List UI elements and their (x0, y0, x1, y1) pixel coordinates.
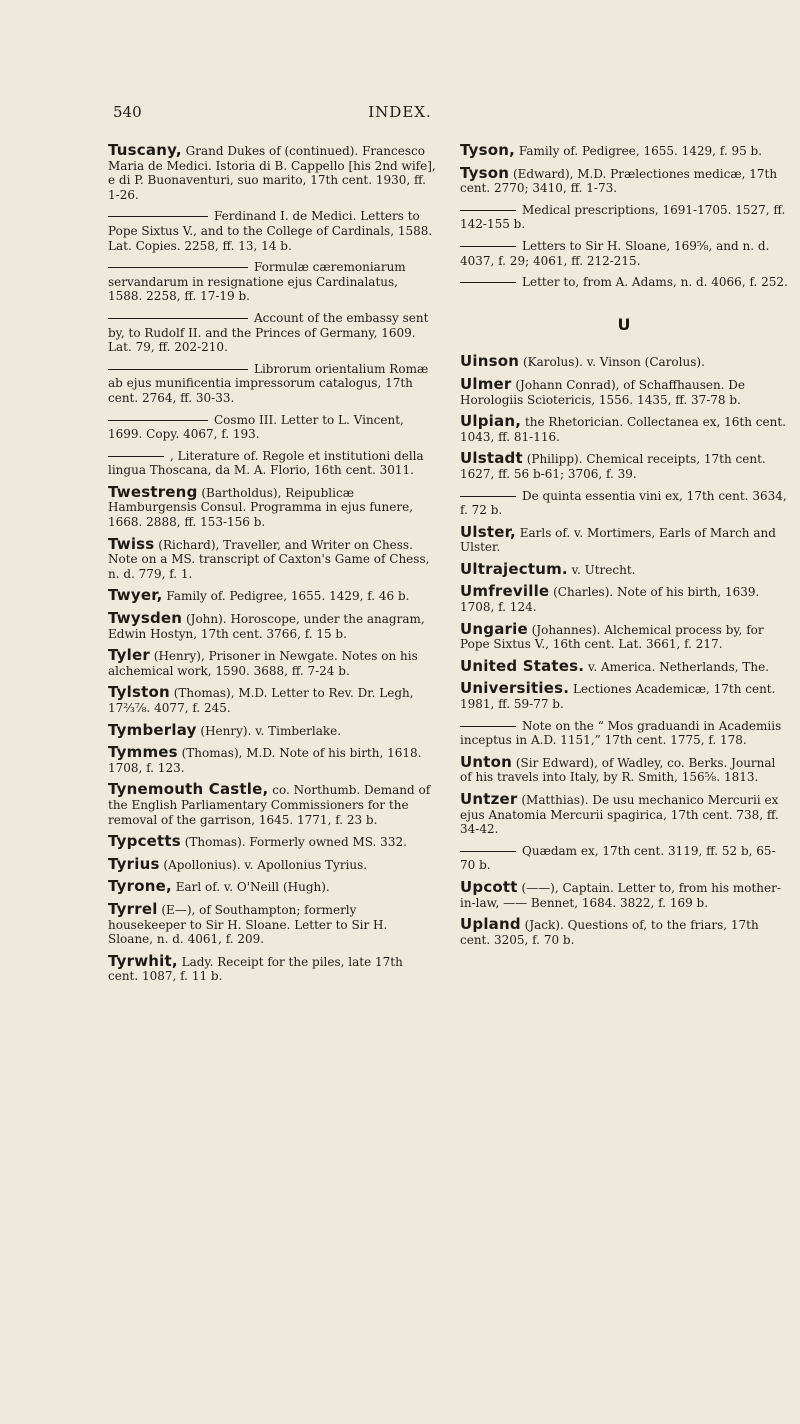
entry-text: Letters to Sir H. Sloane, 169⅝, and n. d. 4037, f. 29; 4061, ff. 212-215. (460, 238, 770, 268)
index-entry (460, 619, 788, 652)
entry-headword: Tymmes (108, 743, 178, 762)
repeat-dash (108, 318, 248, 319)
index-entry (460, 752, 788, 785)
index-entry (460, 792, 788, 837)
entry-headword: Tyrwhit, (108, 951, 178, 970)
index-entry (460, 719, 788, 748)
index-entry (460, 451, 788, 481)
entry-headword: Typcetts (108, 832, 181, 851)
index-entry (108, 449, 436, 478)
entry-text: Earl of. v. O'Neill (Hugh). (175, 880, 330, 895)
index-entry (460, 656, 788, 675)
index-entry (460, 681, 788, 711)
index-entry (108, 899, 436, 947)
entry-text: Ferdinand I. de Medici. Letters to Pope Sixtus V., and to the College of Cardinals, 1588. Lat. Copies. 2258, ff. 13, 14 b. (108, 209, 433, 253)
right-column-bottom-entries (460, 354, 788, 947)
index-entry (460, 844, 788, 873)
entry-text: co. Northumb. Demand of the English Parliamentary Commissioners for the removal of the garrison, 1645. 1771, f. 23 b. (108, 783, 431, 827)
entry-text: Family of. Pedigree, 1655. 1429, f. 95 b. (518, 144, 763, 158)
entry-text: Medical prescriptions, 1691-1705. 1527, ff. 142-155 b. (460, 202, 786, 232)
entry-text: (Sir Edward), of Wadley, co. Berks. Journal of his travels into Italy, by R. Smith, 156⅝. 1813. (460, 755, 776, 785)
entry-headword: Universities. (460, 679, 570, 698)
entry-text: Grand Dukes of (continued). Francesco Maria de Medici. Istoria di B. Cappello [his 2nd wife], e di P. Buonaventuri, suo marito, 17th cent. 1930, ff. 1-26. (108, 144, 436, 202)
index-entry (460, 414, 788, 444)
entry-text: De quinta essentia vini ex, 17th cent. 3634, f. 72 b. (460, 488, 787, 518)
entry-headword: Ulster, (460, 522, 516, 541)
index-entry (460, 275, 788, 290)
entry-headword: Tyrrel (108, 899, 158, 918)
index-entry (108, 260, 436, 304)
index-entry (108, 879, 436, 895)
entry-text: v. Utrecht. (571, 562, 636, 577)
entry-text: the Rhetorician. Collectanea ex, 16th cent. 1043, ff. 81-116. (460, 415, 786, 444)
entry-headword: Ultrajectum. (460, 559, 568, 578)
entry-text: (Karolus). v. Vinson (Carolus). (522, 355, 705, 370)
index-entry (108, 951, 436, 984)
entry-headword: Unton (460, 752, 513, 771)
entry-headword: Ulpian, (460, 412, 522, 431)
entry-headword: Twestreng (108, 482, 198, 501)
entry-headword: Tyler (108, 646, 150, 665)
entry-text: v. America. Netherlands, The. (588, 659, 770, 674)
entry-text: (Bartholdus), Reipublicæ Hamburgensis Consul. Programma in ejus funere, 1668. 2888, ff. 153-156 b. (108, 485, 414, 530)
index-entry (108, 648, 436, 678)
entry-headword: Tylston (108, 683, 170, 702)
entry-text: (——), Captain. Letter to, from his mother-in-law, —— Bennet, 1684. 3822, f. 169 b. (460, 880, 781, 910)
index-entry (108, 685, 436, 715)
entry-headword: Tyson (460, 163, 510, 182)
entry-headword: Umfreville (460, 582, 550, 601)
index-entry (108, 745, 436, 775)
index-entry (460, 354, 788, 370)
repeat-dash (108, 267, 248, 268)
index-entry (108, 854, 436, 873)
right-column-top-entries (460, 143, 788, 290)
entry-text: Lady. Receipt for the piles, late 17th cent. 1087, f. 11 b. (108, 954, 403, 984)
entry-headword: Uinson (460, 352, 520, 371)
entry-text: Note on the “ Mos graduandi in Academiis inceptus in A.D. 1151,” 17th cent. 1775, f. 178. (460, 718, 782, 748)
index-entry (108, 834, 436, 850)
repeat-dash (108, 369, 248, 370)
index-entry (108, 311, 436, 355)
entry-text: Cosmo III. Letter to L. Vincent, 1699. Copy. 4067, f. 193. (108, 412, 404, 442)
index-entry (460, 877, 788, 910)
index-entry (460, 203, 788, 232)
index-entry (108, 588, 436, 604)
entry-text: (Johann Conrad), of Schaffhausen. De Horologiis Sciotericis, 1556. 1435, ff. 37-78 b. (460, 377, 746, 407)
repeat-dash (460, 210, 516, 211)
entry-text: Letter to, from A. Adams, n. d. 4066, f. 252. (522, 275, 788, 290)
index-entry (108, 534, 436, 582)
index-entry (460, 143, 788, 159)
entry-text: (Henry), Prisoner in Newgate. Notes on his alchemical work, 1590. 3688, ff. 7-24 b. (108, 649, 418, 678)
entry-text: Librorum orientalium Romæ ab ejus munificentia impressorum catalogus, 17th cent. 2764, ff. 30-33. (108, 361, 429, 405)
index-entry (108, 782, 436, 827)
entry-text: (Charles). Note of his birth, 1639. 1708, f. 124. (460, 585, 760, 615)
page-number: 540 (113, 103, 142, 121)
entry-headword: Twyer, (108, 586, 163, 605)
running-head: INDEX. (368, 103, 432, 121)
entry-text: Account of the embassy sent by, to Rudolf II. and the Princes of Germany, 1609. Lat. 79, ff. 202-210. (108, 310, 429, 355)
entry-text: Family of. Pedigree, 1655. 1429, f. 46 b. (166, 589, 410, 604)
left-column (108, 143, 436, 991)
entry-headword: Ulstadt (460, 449, 523, 468)
index-entry (108, 413, 436, 442)
entry-headword: Tuscany, (108, 141, 182, 159)
index-entry (460, 917, 788, 947)
entry-text: (E—), of Southampton; formerly housekeeper to Sir H. Sloane. Letter to Sir H. Sloane, n. d. 4061, f. 209. (108, 902, 388, 947)
repeat-dash (108, 216, 208, 217)
repeat-dash (108, 456, 164, 457)
index-entry (108, 362, 436, 406)
index-entry (460, 559, 788, 578)
right-column (460, 143, 788, 954)
repeat-dash (460, 496, 516, 497)
repeat-dash (108, 420, 208, 421)
entry-text: (Thomas), M.D. Note of his birth, 1618. 1708, f. 123. (108, 746, 422, 775)
entry-text: (Henry). v. Timberlake. (200, 723, 342, 738)
entry-headword: Tyrius (108, 854, 160, 873)
repeat-dash (460, 282, 516, 283)
entry-text: (Philipp). Chemical receipts, 17th cent. 1627, ff. 56 b-61; 3706, f. 39. (460, 452, 766, 481)
entry-headword: Tymberlay (108, 720, 197, 739)
entry-text: Formulæ cæremoniarum servandarum in resignatione ejus Cardinalatus, 1588. 2258, ff. 17-19 b. (108, 260, 406, 304)
entry-text: (Johannes). Alchemical process by, for Pope Sixtus V., 16th cent. Lat. 3661, f. 217. (460, 622, 764, 652)
entry-headword: United States. (460, 656, 585, 675)
entry-headword: Upcott (460, 877, 518, 896)
entry-text: Lectiones Academicæ, 17th cent. 1981, ff. 59-77 b. (460, 682, 776, 712)
section-letter: U (617, 314, 631, 334)
index-entry (460, 584, 788, 614)
entry-text: (Richard), Traveller, and Writer on Chess. Note on a MS. transcript of Caxton's Game of Chess, n. d. 779, f. 1. (108, 537, 430, 581)
entry-headword: Twysden (108, 609, 183, 628)
entry-headword: Twiss (108, 534, 155, 553)
repeat-dash (460, 851, 516, 852)
entry-text: (Jack). Questions of, to the friars, 17th cent. 3205, f. 70 b. (460, 918, 759, 947)
index-entry (108, 611, 436, 641)
entry-headword: Tynemouth Castle, (108, 780, 269, 799)
entry-headword: Untzer (460, 790, 518, 808)
index-entry (108, 720, 436, 739)
entry-headword: Upland (460, 915, 521, 934)
repeat-dash (460, 246, 516, 247)
entry-text: Earls of. v. Mortimers, Earls of March and Ulster. (460, 525, 776, 555)
entry-headword: Tyson, (460, 141, 516, 159)
index-entry (460, 374, 788, 407)
index-entry (108, 209, 436, 253)
entry-text: (Matthias). De usu mechanico Mercurii ex ejus Anatomia Mercurii spagirica, 17th cent. 738, ff. 34-42. (460, 793, 779, 837)
index-entry (460, 489, 788, 518)
entry-text: (John). Horoscope, under the anagram, Edwin Hostyn, 17th cent. 3766, f. 15 b. (108, 612, 425, 641)
entry-headword: Ulmer (460, 374, 512, 393)
index-entry (108, 143, 436, 202)
entry-text: (Thomas). Formerly owned MS. 332. (184, 835, 407, 850)
entry-headword: Ungarie (460, 619, 528, 638)
entry-text: Quædam ex, 17th cent. 3119, ff. 52 b, 65-70 b. (460, 843, 776, 873)
index-entry (460, 239, 788, 268)
index-entry (108, 482, 436, 530)
entry-text: , Literature of. Regole et institutioni della lingua Thoscana, da M. A. Florio, 16th cent. 3011. (108, 448, 424, 478)
entry-headword: Tyrone, (108, 877, 172, 896)
index-entry (460, 522, 788, 555)
index-entry (460, 163, 788, 196)
entry-text: (Apollonius). v. Apollonius Tyrius. (163, 857, 368, 872)
entry-text: (Thomas), M.D. Letter to Rev. Dr. Legh, 17⅔⅞. 4077, f. 245. (108, 686, 414, 715)
repeat-dash (460, 726, 516, 727)
entry-text: (Edward), M.D. Prælectiones medicæ, 17th cent. 2770; 3410, ff. 1-73. (460, 166, 778, 196)
